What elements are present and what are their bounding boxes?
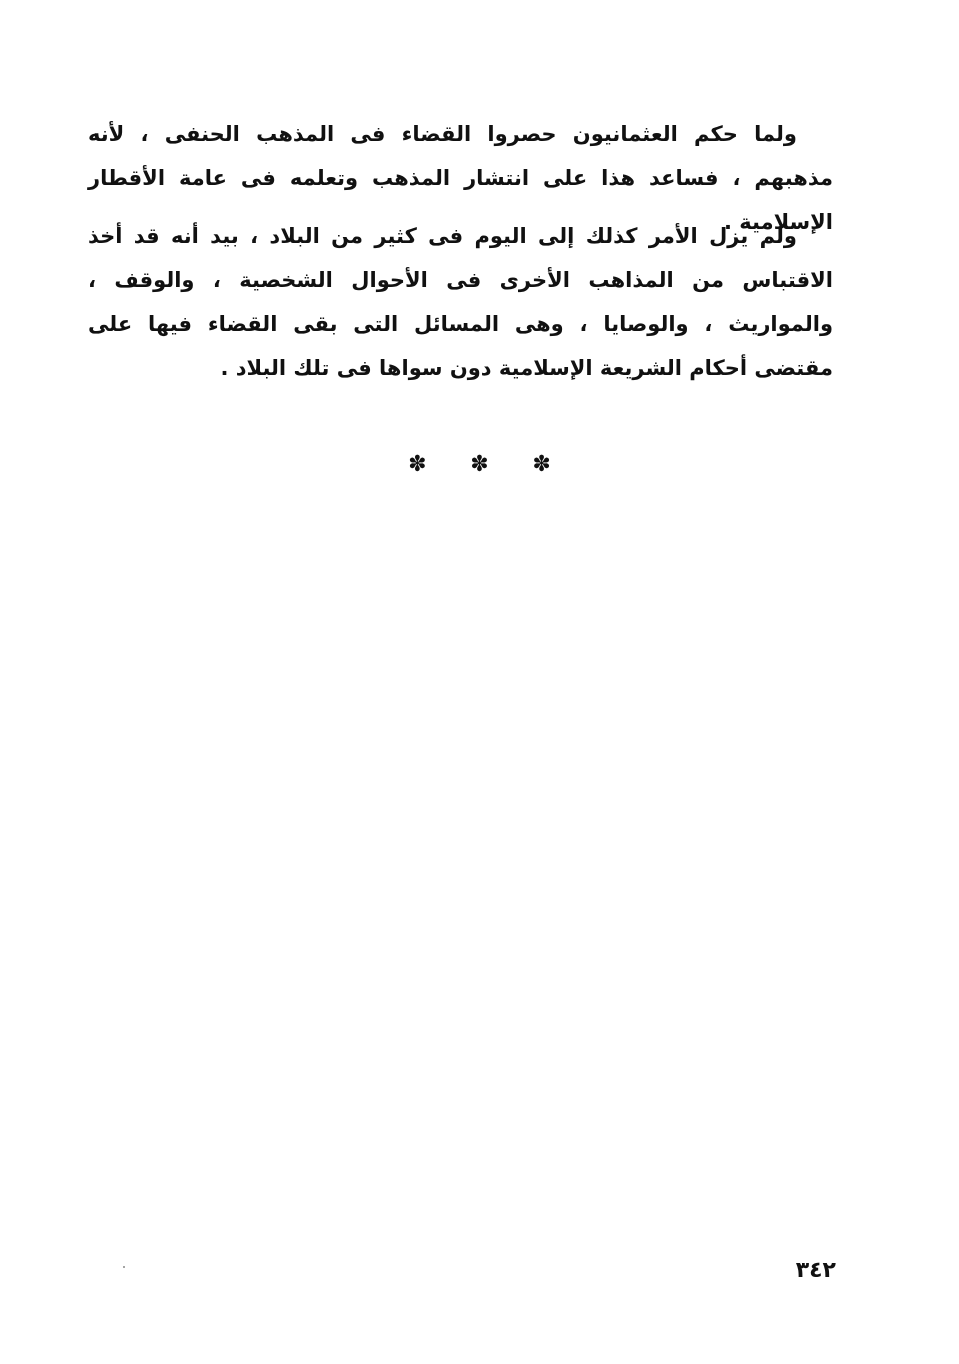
asterisk-ornament-icon: ✽ bbox=[470, 452, 489, 477]
paragraph-text: ولم يزل الأمر كذلك إلى اليوم فى كثير من البلاد ، بيد أنه قد أخذ الاقتباس من المذاهب الأخرى فى الأحوال الشخصية ، والوقف ، والمواريث ، والوصايا ، وهى المسائل التى بقى القضاء فيها على مقتضى أحكام الشريعة الإسلامية دون سواها فى تلك البلاد . bbox=[88, 224, 833, 380]
scan-speck bbox=[123, 1266, 125, 1268]
asterisk-ornament-icon: ✽ bbox=[408, 452, 427, 477]
page-number: ٣٤٢ bbox=[795, 1258, 836, 1283]
paragraph-borrowing-other-schools bbox=[88, 214, 833, 390]
paragraph-text: ولما حكم العثمانيون حصروا القضاء فى المذهب الحنفى ، لأنه مذهبهم ، فساعد هذا على انتشار المذهب وتعلمه فى عامة الأقطار الإسلامية . bbox=[88, 122, 833, 234]
asterisk-ornament-icon: ✽ bbox=[532, 452, 551, 477]
section-separator bbox=[0, 452, 959, 477]
